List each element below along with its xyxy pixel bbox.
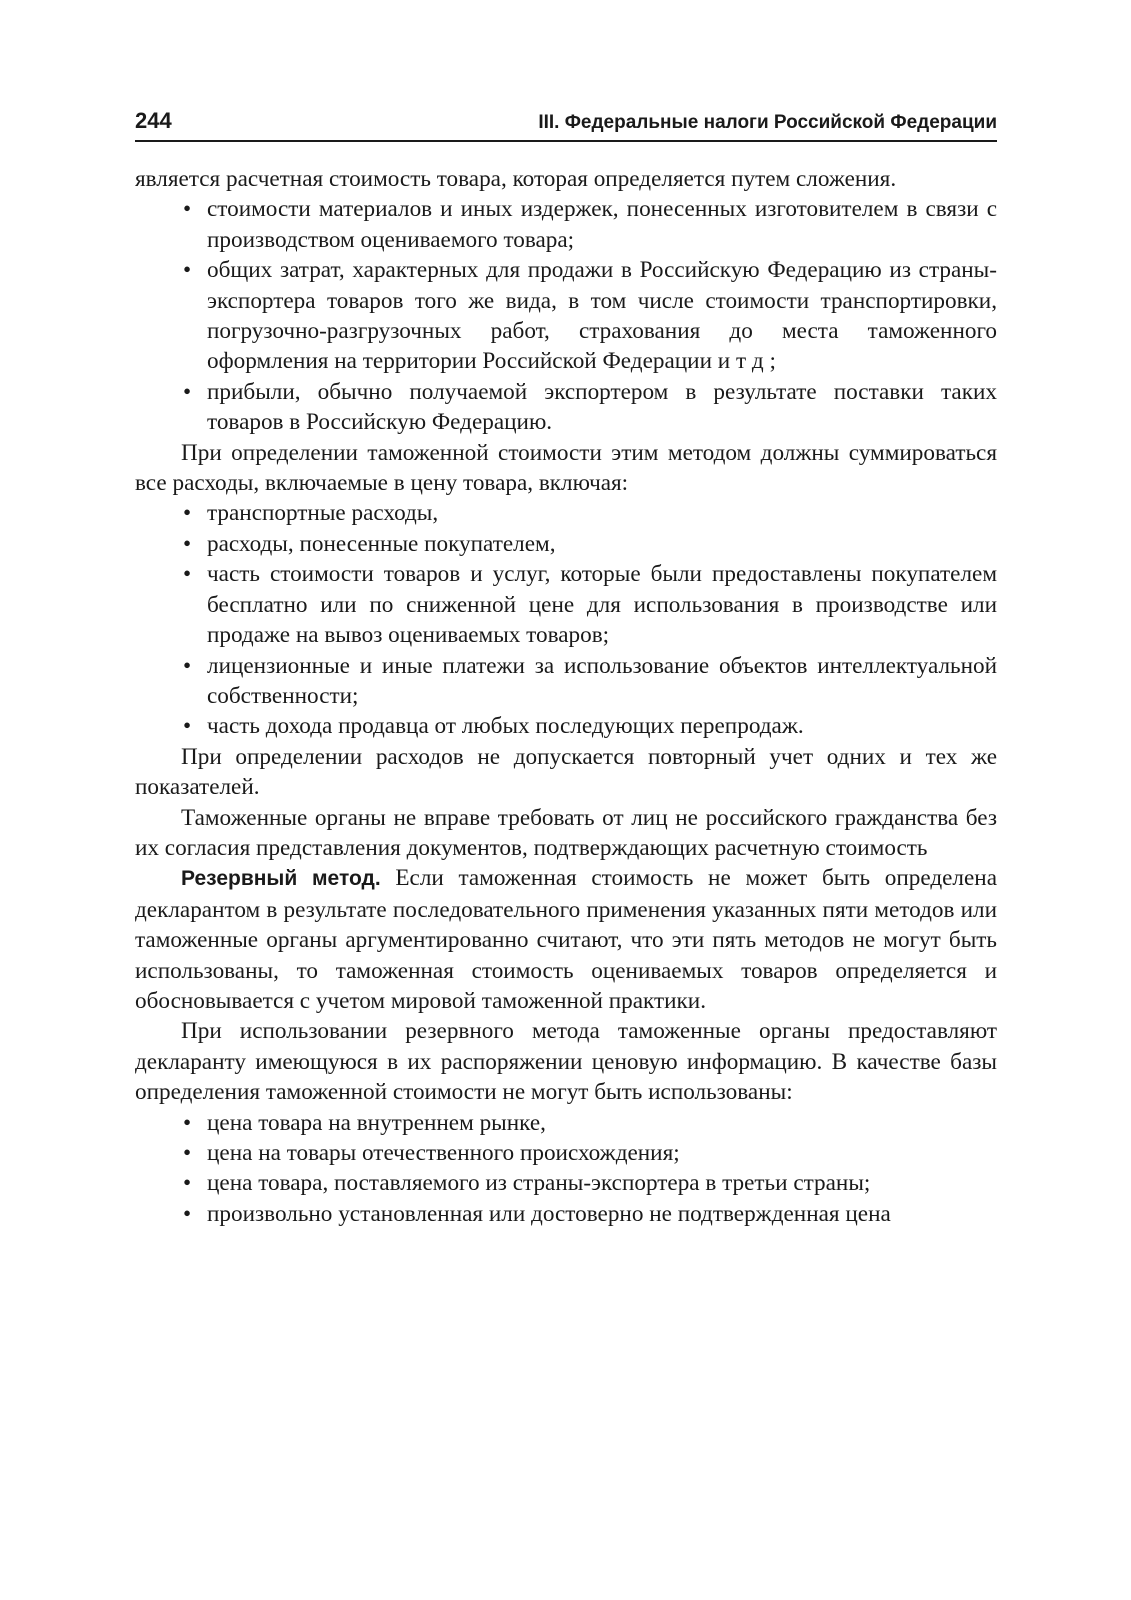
paragraph: [135, 863, 997, 1016]
paragraph-text: При определении таможенной стоимости этим методом должны суммироваться все расходы, включаемые в цену товара, включая:: [135, 439, 997, 497]
paragraph-text: Таможенные органы не вправе требовать от лиц не российского гражданства без их согласия представления документов, подтверждающих расчетную стоимость: [135, 804, 997, 861]
paragraph: [135, 1016, 997, 1107]
list-item: • цена товара, поставляемого из страны-экспортера в третьи страны;: [207, 1168, 997, 1198]
page-body: [135, 164, 997, 1229]
list-item: • часть стоимости товаров и услуг, которые были предоставлены покупателем бесплатно или по сниженной цене для использования в производстве или продаже на вывоз оцениваемых товаров;: [207, 559, 997, 650]
running-title: III. Федеральные налоги Российской Федерации: [538, 112, 997, 133]
paragraph-text: При определении расходов не допускается повторный учет одних и тех же показателей.: [135, 743, 997, 801]
page-number: 244: [135, 108, 172, 133]
bullet-list: [135, 1108, 997, 1230]
list-item: • прибыли, обычно получаемой экспортером в результате поставки таких товаров в Российскую Федерацию.: [207, 377, 997, 438]
book-page: [135, 108, 997, 1229]
list-item: • цена на товары отечественного происхождения;: [207, 1138, 997, 1168]
paragraph-text: Если таможенная стоимость не может быть определена декларантом в результате последовательного применения указанных пяти методов или таможенные органы аргументированно считают, что эти пять методов не могут быть использованы, то таможенная стоимость оцениваемых товаров определяется и обосновывается с учетом мировой таможенной практики.: [135, 865, 997, 1014]
list-item: • стоимости материалов и иных издержек, понесенных изготовителем в связи с производством оцениваемого товара;: [207, 194, 997, 255]
bullet-list: [135, 194, 997, 437]
list-item: • расходы, понесенные покупателем,: [207, 529, 997, 559]
list-item: • лицензионные и иные платежи за использование объектов интеллектуальной собственности;: [207, 651, 997, 712]
section-run-in-heading: Резервный метод.: [181, 867, 381, 891]
paragraph: [135, 803, 997, 864]
paragraph: [135, 164, 997, 194]
paragraph-text: При использовании резервного метода таможенные органы предоставляют декларанту имеющуюся в их распоряжении ценовую информацию. В качестве базы определения таможенной стоимости не могут быть использованы:: [135, 1018, 997, 1106]
list-item: • часть дохода продавца от любых последующих перепродаж.: [207, 711, 997, 741]
paragraph: [135, 742, 997, 803]
list-item: • цена товара на внутреннем рынке,: [207, 1108, 997, 1138]
paragraph-text: является расчетная стоимость товара, которая определяется путем сложения.: [135, 166, 897, 192]
list-item: • общих затрат, характерных для продажи в Российскую Федерацию из страны-экспортера товаров того же вида, в том числе стоимости транспортировки, погрузочно-разгрузочных работ, страхования до места таможенного оформления на территории Российской Федерации и т д ;: [207, 255, 997, 377]
paragraph: [135, 438, 997, 499]
list-item: • произвольно установленная или достоверно не подтвержденная цена: [207, 1199, 997, 1229]
bullet-list: [135, 498, 997, 741]
page-header: [135, 108, 997, 142]
list-item: • транспортные расходы,: [207, 498, 997, 528]
